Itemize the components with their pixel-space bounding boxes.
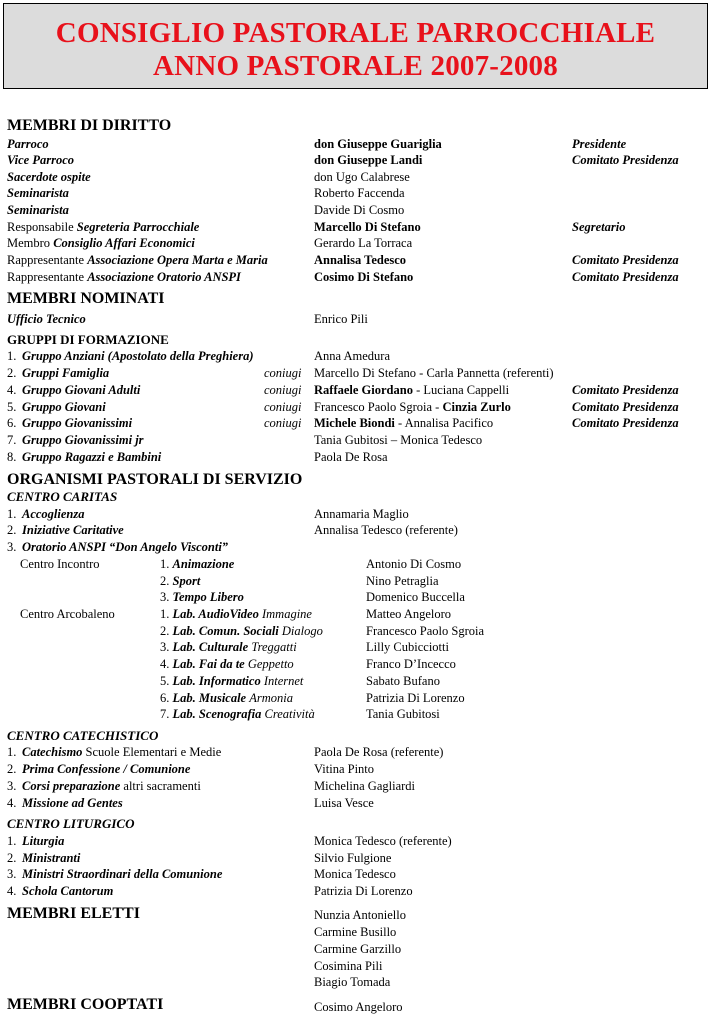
member-name: Patrizia Di Lorenzo [314,884,413,898]
lab-label [160,573,200,589]
service-label: Schola Cantorum [22,884,114,898]
centro-incontro-label: Centro Incontro [20,557,100,571]
item-number: 2. [7,762,17,776]
member-name: Matteo Angeloro [366,607,452,621]
member-name: Carmine Garzillo [314,942,402,956]
service-label: Accoglienza [22,507,85,521]
lab-title: Lab. Musicale [172,691,247,705]
role-label: Seminarista [7,203,69,217]
group-label: Gruppi Famiglia [22,366,110,380]
service-label: Oratorio ANSPI “Don Angelo Visconti” [22,540,229,554]
service-detail: altri sacramenti [120,779,201,793]
coniugi-label: coniugi [264,416,302,430]
group-members: Anna Amedura [314,349,391,363]
group-number: 1. [7,349,17,363]
member-name: don Giuseppe Guariglia [314,137,442,151]
member-name: Nino Petraglia [366,574,439,588]
service-label: Liturgia [22,834,65,848]
lab-title: Lab. Culturale [172,640,249,654]
role-prefix: Rappresentante [7,270,88,284]
subsection-heading-catechistico: CENTRO CATECHISTICO [7,728,159,743]
group-members: Tania Gubitosi – Monica Tedesco [314,433,483,447]
item-number: 1. [7,507,17,521]
document-header [3,3,708,89]
group-label: Gruppo Giovanissimi [22,416,133,430]
subsection-heading-caritas: CENTRO CARITAS [7,489,118,504]
role-label: Parroco [7,137,49,151]
section-heading-organismi: ORGANISMI PASTORALI DI SERVIZIO [7,471,303,488]
item-number: 2. [160,624,170,638]
lab-label [160,656,294,672]
section-heading-membri-cooptati: MEMBRI COOPTATI [7,996,164,1013]
group-number: 6. [7,416,17,430]
item-number: 3. [7,540,17,554]
member-name: don Ugo Calabrese [314,170,410,184]
member-name: Luisa Vesce [314,796,374,810]
role-label: Sacerdote ospite [7,170,91,184]
role-label: Vice Parroco [7,153,75,167]
member-name: Paola De Rosa (referente) [314,745,444,759]
member-name: Annamaria Maglio [314,507,409,521]
role-text: Associazione Opera Marta e Maria [87,253,268,267]
member-name: Monica Tedesco (referente) [314,834,452,848]
member-name: - Annalisa Pacifico [394,416,494,430]
lab-title: Lab. AudioVideo [172,607,259,621]
lab-title: Animazione [172,557,235,571]
centro-arcobaleno-label: Centro Arcobaleno [20,607,115,621]
item-number: 1. [7,834,17,848]
role-label [7,252,268,268]
member-name-bold: Raffaele Giordano [314,383,413,397]
section-heading-membri-diritto: MEMBRI DI DIRITTO [7,117,172,134]
member-name-bold: Michele Biondi [314,416,395,430]
member-name: Nunzia Antoniello [314,908,406,922]
lab-title: Lab. Scenografia [172,707,262,721]
member-name: Sabato Bufano [366,674,440,688]
member-name: Gerardo La Torraca [314,236,413,250]
item-number: 7. [160,707,170,721]
group-number: 4. [7,383,17,397]
lab-label [160,690,293,706]
group-label: Gruppo Giovanissimi jr [22,433,144,447]
role-text: Segreteria Parrocchiale [76,220,200,234]
group-members: Marcello Di Stefano - Carla Pannetta (referenti) [314,366,554,380]
lab-label [160,706,315,722]
member-name-bold: Cinzia Zurlo [442,400,511,414]
member-name: Franco D’Incecco [366,657,456,671]
member-name: - Luciana Cappelli [412,383,510,397]
lab-subtitle: Armonia [249,691,293,705]
item-number: 3. [7,867,17,881]
item-number: 3. [160,640,170,654]
member-name: Annalisa Tedesco (referente) [314,523,458,537]
lab-subtitle: Geppetto [247,657,294,671]
service-label [22,778,201,794]
group-label: Gruppo Giovani Adulti [22,383,141,397]
role-text: Consiglio Affari Economici [53,236,195,250]
group-number: 2. [7,366,17,380]
lab-title: Lab. Informatico [172,674,261,688]
member-name: Biagio Tomada [314,975,391,989]
item-number: 2. [7,851,17,865]
group-members [314,399,511,415]
role-label [7,269,241,285]
member-name: Domenico Buccella [366,590,465,604]
item-number: 2. [7,523,17,537]
member-note: Comitato Presidenza [572,383,679,397]
member-name: Cosimo Angeloro [314,1000,403,1014]
lab-label [160,639,297,655]
member-name: Patrizia Di Lorenzo [366,691,465,705]
member-name: Cosimo Di Stefano [314,270,414,284]
service-label [22,795,123,811]
group-members [314,415,493,431]
lab-title: Tempo Libero [172,590,244,604]
service-title: Corsi preparazione [22,779,121,793]
role-prefix: Responsabile [7,220,77,234]
member-name: Vitina Pinto [314,762,375,776]
service-label: Ministranti [22,851,81,865]
lab-label [160,589,244,605]
member-name: Annalisa Tedesco [314,253,407,267]
lab-label [160,623,323,639]
item-number: 1. [160,607,170,621]
member-note: Comitato Presidenza [572,270,679,284]
lab-subtitle: Immagine [261,607,312,621]
member-name: Francesco Paolo Sgroia - [314,400,443,414]
item-number: 4. [7,884,17,898]
lab-title: Lab. Fai da te [172,657,245,671]
item-number: 3. [7,779,17,793]
coniugi-label: coniugi [264,366,302,380]
member-name: Michelina Gagliardi [314,779,416,793]
section-heading-membri-nominati: MEMBRI NOMINATI [7,290,165,307]
lab-subtitle: Internet [263,674,304,688]
section-heading-membri-eletti: MEMBRI ELETTI [7,905,140,922]
service-title: Catechismo [22,745,83,759]
member-name: Carmine Busillo [314,925,397,939]
section-heading-gruppi: GRUPPI DI FORMAZIONE [7,332,169,347]
role-label: Ufficio Tecnico [7,312,86,326]
member-note: Comitato Presidenza [572,416,679,430]
group-label: Gruppo Anziani (Apostolato della Preghiera) [22,349,254,363]
service-detail: Scuole Elementari e Medie [82,745,222,759]
role-label [7,235,195,251]
member-name: Monica Tedesco [314,867,396,881]
member-name: Cosimina Pili [314,959,383,973]
member-name: don Giuseppe Landi [314,153,423,167]
service-label [22,744,221,760]
group-label: Gruppo Giovani [22,400,106,414]
lab-subtitle: Creatività [264,707,315,721]
service-title: Missione ad Gentes [22,796,123,810]
item-number: 4. [160,657,170,671]
role-label [7,219,199,235]
member-note: Comitato Presidenza [572,253,679,267]
member-name: Davide Di Cosmo [314,203,405,217]
member-name: Francesco Paolo Sgroia [366,624,485,638]
member-name: Marcello Di Stefano [314,220,421,234]
title-line-2: ANNO PASTORALE 2007-2008 [153,50,558,82]
lab-label [160,606,312,622]
coniugi-label: coniugi [264,400,302,414]
group-members: Paola De Rosa [314,450,388,464]
member-name: Tania Gubitosi [366,707,440,721]
item-number: 2. [160,574,170,588]
service-label [22,761,190,777]
role-prefix: Rappresentante [7,253,88,267]
member-name: Enrico Pili [314,312,368,326]
item-number: 1. [7,745,17,759]
item-number: 1. [160,557,170,571]
lab-label [160,673,303,689]
member-note: Comitato Presidenza [572,400,679,414]
member-note: Comitato Presidenza [572,153,679,167]
service-title: Prima Confessione / Comunione [22,762,191,776]
lab-subtitle: Dialogo [281,624,323,638]
service-label: Iniziative Caritative [22,523,124,537]
subsection-heading-liturgico: CENTRO LITURGICO [7,816,135,831]
lab-title: Sport [172,574,201,588]
title-line-1: CONSIGLIO PASTORALE PARROCCHIALE [55,17,656,49]
member-note: Presidente [572,137,627,151]
role-text: Associazione Oratorio ANSPI [87,270,241,284]
item-number: 4. [7,796,17,810]
item-number: 6. [160,691,170,705]
role-label: Seminarista [7,186,69,200]
member-name: Antonio Di Cosmo [366,557,462,571]
member-name: Roberto Faccenda [314,186,405,200]
group-number: 7. [7,433,17,447]
group-number: 5. [7,400,17,414]
item-number: 3. [160,590,170,604]
member-note: Segretario [572,220,626,234]
service-label: Ministri Straordinari della Comunione [22,867,223,881]
coniugi-label: coniugi [264,383,302,397]
lab-subtitle: Treggatti [251,640,297,654]
group-members [314,382,509,398]
group-number: 8. [7,450,17,464]
lab-title: Lab. Comun. Sociali [172,624,279,638]
lab-label [160,556,234,572]
group-label: Gruppo Ragazzi e Bambini [22,450,162,464]
role-prefix: Membro [7,236,54,250]
item-number: 5. [160,674,170,688]
member-name: Lilly Cubicciotti [366,640,449,654]
member-name: Silvio Fulgione [314,851,392,865]
